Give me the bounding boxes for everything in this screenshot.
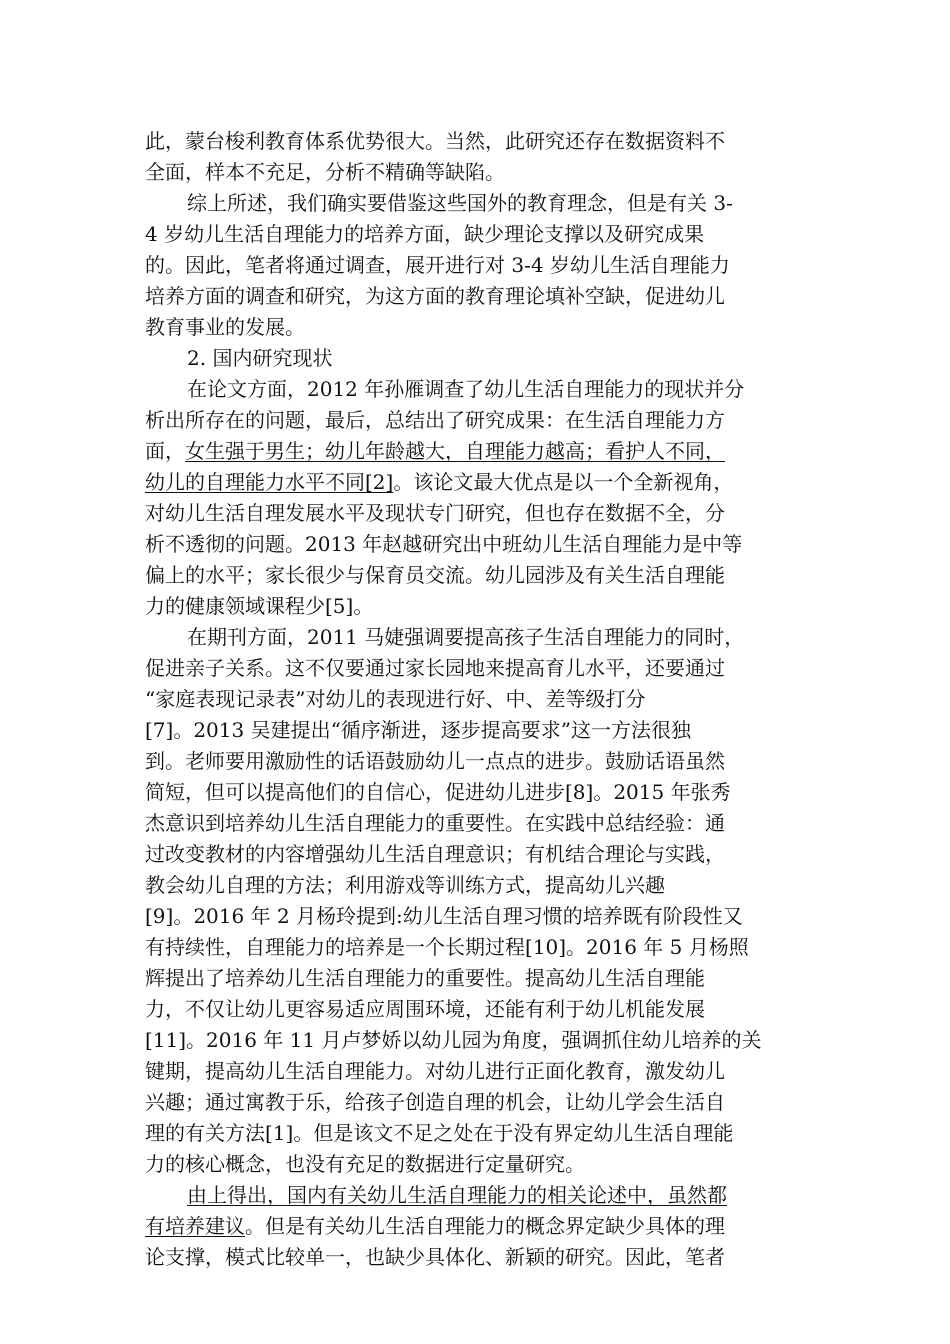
text-line: 论支撑，模式比较单一，也缺少具体化、新颖的研究。因此，笔者 — [145, 1245, 725, 1269]
text-line — [145, 436, 805, 467]
text-line: 的。因此，笔者将通过调查，展开进行对 3-4 岁幼儿生活自理能力 — [145, 253, 730, 277]
text-line: 4 岁幼儿生活自理能力的培养方面，缺少理论支撑以及研究成果 — [145, 222, 705, 246]
text-line: 过改变教材的内容增强幼儿生活自理意识；有机结合理论与实践， — [145, 842, 725, 866]
text-line: 此，蒙台梭利教育体系优势很大。当然，此研究还存在数据资料不 — [145, 129, 725, 153]
text-line: 兴趣；通过寓教于乐，给孩子创造自理的机会，让幼儿学会生活自 — [145, 1090, 725, 1114]
text-line: 教会幼儿自理的方法；利用游戏等训练方式，提高幼儿兴趣 — [145, 873, 665, 897]
text-line: 偏上的水平；家长很少与保育员交流。幼儿园涉及有关生活自理能 — [145, 563, 725, 587]
paragraph-start-line: 在论文方面，2012 年孙雁调查了幼儿生活自理能力的现状并分 — [187, 377, 745, 401]
text-line: [9]。2016 年 2 月杨玲提到:幼儿生活自理习惯的培养既有阶段性又 — [145, 904, 743, 928]
body-text — [145, 126, 805, 1273]
text-line: [7]。2013 吴建提出“循序渐进，逐步提高要求”这一方法很独 — [145, 718, 692, 742]
text-line: 辉提出了培养幼儿生活自理能力的重要性。提高幼儿生活自理能 — [145, 966, 705, 990]
text-line: 对幼儿生活自理发展水平及现状专门研究，但也存在数据不全，分 — [145, 501, 725, 525]
paragraph-start-line: 在期刊方面，2011 马婕强调要提高孩子生活自理能力的同时， — [187, 625, 745, 649]
text-segment: 。但是有关幼儿生活自理能力的概念界定缺少具体的理 — [245, 1214, 725, 1238]
underlined-text: 女生强于男生；幼儿年龄越大，自理能力越高；看护人不同， — [185, 439, 725, 463]
paragraph-start-line — [145, 1180, 805, 1211]
text-line: 促进亲子关系。这不仅要通过家长园地来提高育儿水平，还要通过 — [145, 656, 725, 680]
text-line: 杰意识到培养幼儿生活自理能力的重要性。在实践中总结经验：通 — [145, 811, 725, 835]
text-line: 理的有关方法[1]。但是该文不足之处在于没有界定幼儿生活自理能 — [145, 1121, 734, 1145]
paragraph-start-line: 综上所述，我们确实要借鉴这些国外的教育理念，但是有关 3- — [187, 191, 733, 215]
text-line: 力的健康领域课程少[5]。 — [145, 594, 374, 618]
text-line: 析不透彻的问题。2013 年赵越研究出中班幼儿生活自理能力是中等 — [145, 532, 743, 556]
text-line: 到。老师要用激励性的话语鼓励幼儿一点点的进步。鼓励话语虽然 — [145, 749, 725, 773]
text-line: “家庭表现记录表”对幼儿的表现进行好、中、差等级打分 — [145, 687, 646, 711]
text-segment: 。该论文最大优点是以一个全新视角， — [393, 470, 734, 494]
text-segment: 面， — [145, 439, 185, 463]
underlined-text: 有培养建议 — [145, 1214, 245, 1238]
text-line: 有持续性，自理能力的培养是一个长期过程[10]。2016 年 5 月杨照 — [145, 935, 749, 959]
text-line: 键期，提高幼儿生活自理能力。对幼儿进行正面化教育，激发幼儿 — [145, 1059, 725, 1083]
text-line: 力的核心概念，也没有充足的数据进行定量研究。 — [145, 1152, 585, 1176]
section-heading: 2. 国内研究现状 — [187, 346, 333, 370]
text-line: 培养方面的调查和研究，为这方面的教育理论填补空缺，促进幼儿 — [145, 284, 725, 308]
text-line — [145, 1211, 805, 1242]
text-line — [145, 467, 805, 498]
text-line: 全面，样本不充足，分析不精确等缺陷。 — [145, 160, 505, 184]
text-line: 教育事业的发展。 — [145, 315, 305, 339]
underlined-text: 由上得出，国内有关幼儿生活自理能力的相关论述中，虽然都 — [187, 1183, 727, 1207]
text-line: 析出所存在的问题，最后，总结出了研究成果：在生活自理能力方 — [145, 408, 725, 432]
text-line: 力，不仅让幼儿更容易适应周围环境，还能有利于幼儿机能发展 — [145, 997, 705, 1021]
text-line: 简短，但可以提高他们的自信心，促进幼儿进步[8]。2015 年张秀 — [145, 780, 731, 804]
underlined-text: 幼儿的自理能力水平不同[2] — [145, 470, 394, 494]
text-line: [11]。2016 年 11 月卢梦娇以幼儿园为角度，强调抓住幼儿培养的关 — [145, 1028, 762, 1052]
